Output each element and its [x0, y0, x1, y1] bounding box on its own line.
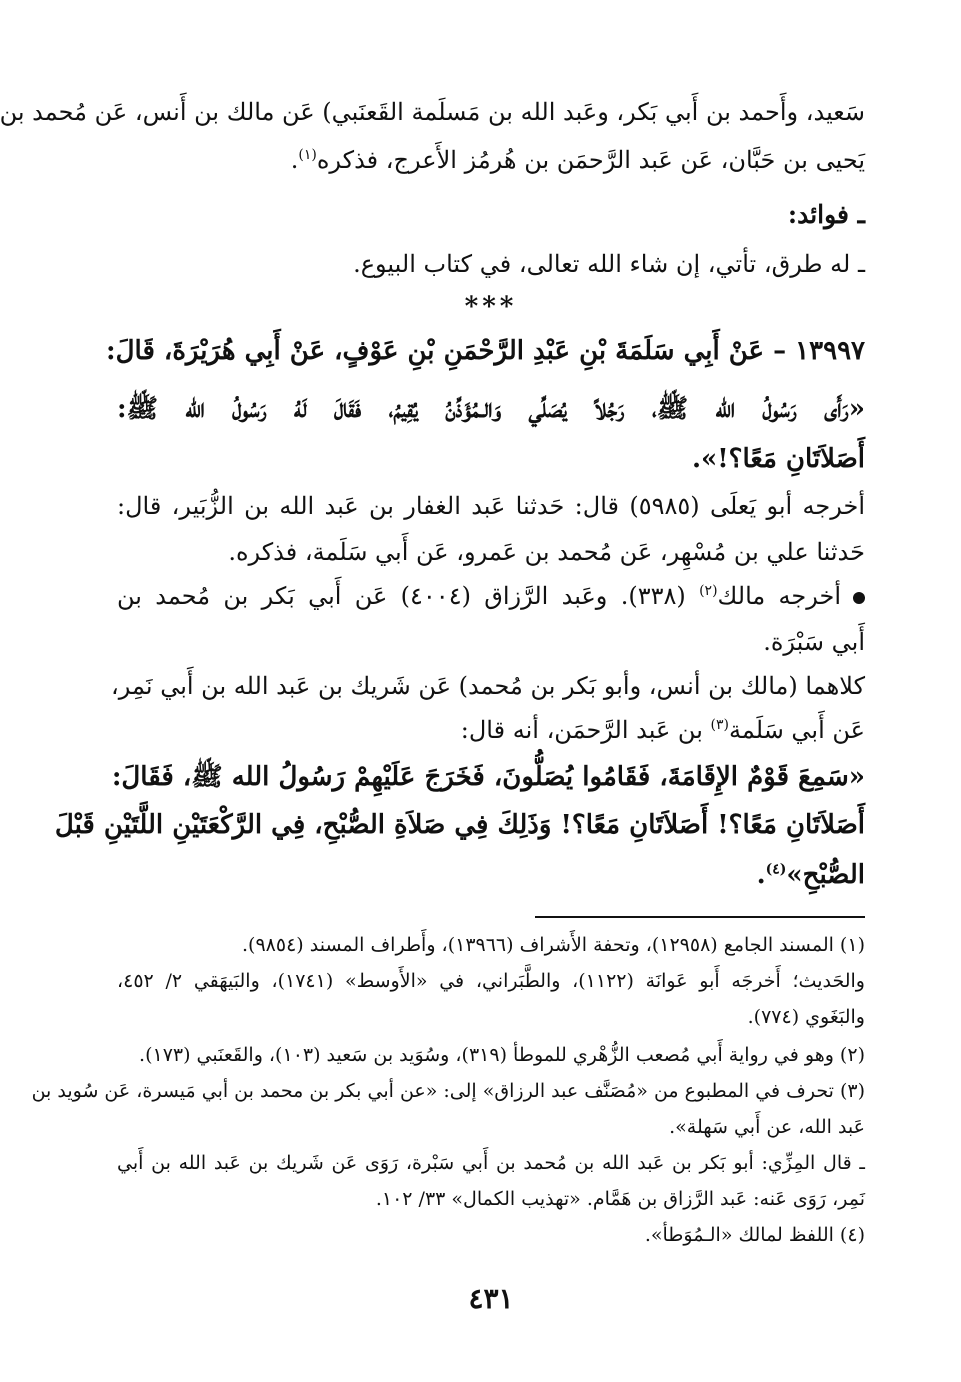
takhrij-line [117, 538, 865, 566]
hadith-line [111, 760, 865, 798]
footnote-line [117, 1044, 865, 1066]
footnote-ref: (١) [298, 147, 317, 163]
hadith-line [117, 444, 865, 474]
text-line-content: ـ له طرق، تأتي، إن شاء الله تعالى، في كتاب البيوع. [353, 250, 865, 278]
footnote-text: عَبد الله، عن أَبي سَهلة». [669, 1116, 865, 1138]
footnote-line [117, 1116, 865, 1138]
hadith-line [54, 810, 865, 840]
section-separator: *** [464, 292, 518, 322]
takhrij-text: أَبي سَبْرَة. [763, 628, 865, 656]
takhrij-bullet-line [117, 582, 865, 610]
text-line-content: سَعيد، وأَحمد بن أَبي بَكر، وعَبد الله بن مَسلَمة القَعنَبي) عَن مالك بن أَنس، عَن مُحمد بن [0, 98, 865, 126]
text-line [0, 98, 865, 126]
page-number: ٤٣١ [468, 1282, 514, 1315]
footnote-ref: (٤) [765, 861, 787, 878]
hadith-text: «رَأَى رَسُولُ الله ﷺ، رَجُلاً يُصَلِّي وَالـمُؤَذِّنُ يُقِيمُ، فَقَالَ لَهُ رَسُولُ الله ﷺ: [117, 394, 865, 424]
footnote-line [117, 1152, 865, 1174]
hadith-text: أَصَلاَتَانِ مَعًا؟!». [691, 444, 865, 474]
text-line: يَحيى بن حَبَّان، عَن عَبد الرَّحمَن بن هُرمُز الأَعرج، فذكره$^{(١)}$. [290, 146, 865, 174]
footnote-text: (٣) تحرف في المطبوع من «مُصَنَّف عبد الرزاق» إلى: «عن أبي بكر بن محمد بن أبي مَيسرة، عَن سُويد بن [31, 1080, 865, 1102]
bullet-icon [853, 592, 865, 604]
footnote-text: (٢) وهو في رواية أَبي مُصعب الزُّهْري للموطأ (٣١٩)، وسُوَيد بن سَعيد (١٠٣)، والقَعنَبي (١٧٣). [139, 1044, 865, 1066]
takhrij-text: حَدثنا علي بن مُسْهِر، عَن مُحمد بن عَمرو، عَن أَبي سَلَمة، فذكره. [228, 538, 865, 566]
heading-text: ـ فوائد: [787, 200, 865, 229]
hadith-text: «سَمِعَ قَوْمٌ الإِقَامَةَ، فَقَامُوا يُصَلُّونَ، فَخَرَجَ عَلَيْهِمْ رَسُولُ الله ﷺ، فَقَالَ: [111, 762, 865, 792]
hadith-line [117, 392, 865, 430]
footnote-divider [535, 916, 865, 918]
text-line-content: يَحيى بن حَبَّان، عَن عَبد الرَّحمَن بن هُرمُز الأَعرج، فذكره [316, 146, 865, 174]
text-line [117, 250, 865, 278]
footnote-text: والحَديث؛ أَخرجَه أَبو عَوانَة (١١٢٢)، والطَّبَراني، في «الأَوسط» (١٧٤١)، والبَيهَقي ٢/ ٤٥٢، [117, 970, 865, 992]
footnote-line [117, 1006, 865, 1028]
takhrij-text: أخرجه أبو يَعلَى (٥٩٨٥) قال: حَدثنا عَبد الغفار بن عَبد الله بن الزُّبَير، قال: [117, 492, 866, 520]
text-line-content: بن عَبد الرَّحمَن، أنه قال: [460, 716, 703, 744]
footnote-line [117, 970, 865, 992]
text-line [111, 672, 865, 700]
footnote-line [31, 1080, 865, 1102]
footnote-text: ـ قال المِزِّي: أبو بَكر بن عَبد الله بن مُحمد بن أَبي سَبْرة، رَوَى عَن شَريك بن عَبد الله بن أَبي [117, 1152, 865, 1174]
hadith-text: . [756, 860, 766, 890]
footnote-text: (١) المسند الجامع (١٢٩٥٨)، وتحفة الأَشراف (١٣٩٦٦)، وأَطراف المسند (٩٨٥٤). [242, 934, 865, 956]
footnote-text: والبَغَوي (٧٧٤). [747, 1006, 865, 1028]
text-line-content: كلاهما (مالك بن أنس، وأبو بَكر بن مُحمد) عَن شَريك بن عَبد الله بن أَبي نَمِر، [111, 672, 865, 700]
text-line [117, 716, 865, 744]
footnote-ref: (٢) [699, 583, 718, 599]
takhrij-text: (٣٣٨). وعَبد الرَّزاق (٤٠٠٤) عَن أَبي بَكر بن مُحمد بن [117, 582, 686, 610]
footnote-text: نَمِر، رَوَى عَنه: عَبد الرَّزاق بن هَمَّام. «تهذيب الكمال» ٣٣/ ١٠٢. [375, 1188, 865, 1210]
takhrij-line [117, 628, 865, 656]
hadith-line [106, 336, 865, 366]
takhrij-text: أخرجه مالك [717, 582, 841, 610]
takhrij-line [117, 492, 865, 520]
hadith-text: أَصَلاَتَانِ مَعًا؟! أَصَلاَتَانِ مَعًا؟! وَذَلِكَ فِي صَلاَةِ الصُّبْحِ، فِي الرَّكْعَتَيْنِ اللَّتَيْنِ قَبْلَ [54, 810, 865, 840]
footnote-line [117, 1188, 865, 1210]
hadith-text: ١٣٩٩٧ – عَنْ أَبِي سَلَمَةَ بْنِ عَبْدِ الرَّحْمَنِ بْنِ عَوْفٍ، عَنْ أَبِي هُرَيْرَةَ، قَالَ: [106, 336, 865, 366]
hadith-text: الصُّبْحِ» [786, 860, 865, 890]
footnote-ref: (٣) [710, 717, 729, 733]
footnote-text: (٤) اللفظ لمالك «الـمُوَطأ». [644, 1224, 865, 1246]
footnote-line [117, 1224, 865, 1246]
hadith-line [117, 860, 865, 890]
footnote-line [117, 934, 865, 956]
text-line-content: عَن أَبي سَلَمة [729, 716, 865, 744]
section-heading [117, 200, 865, 229]
